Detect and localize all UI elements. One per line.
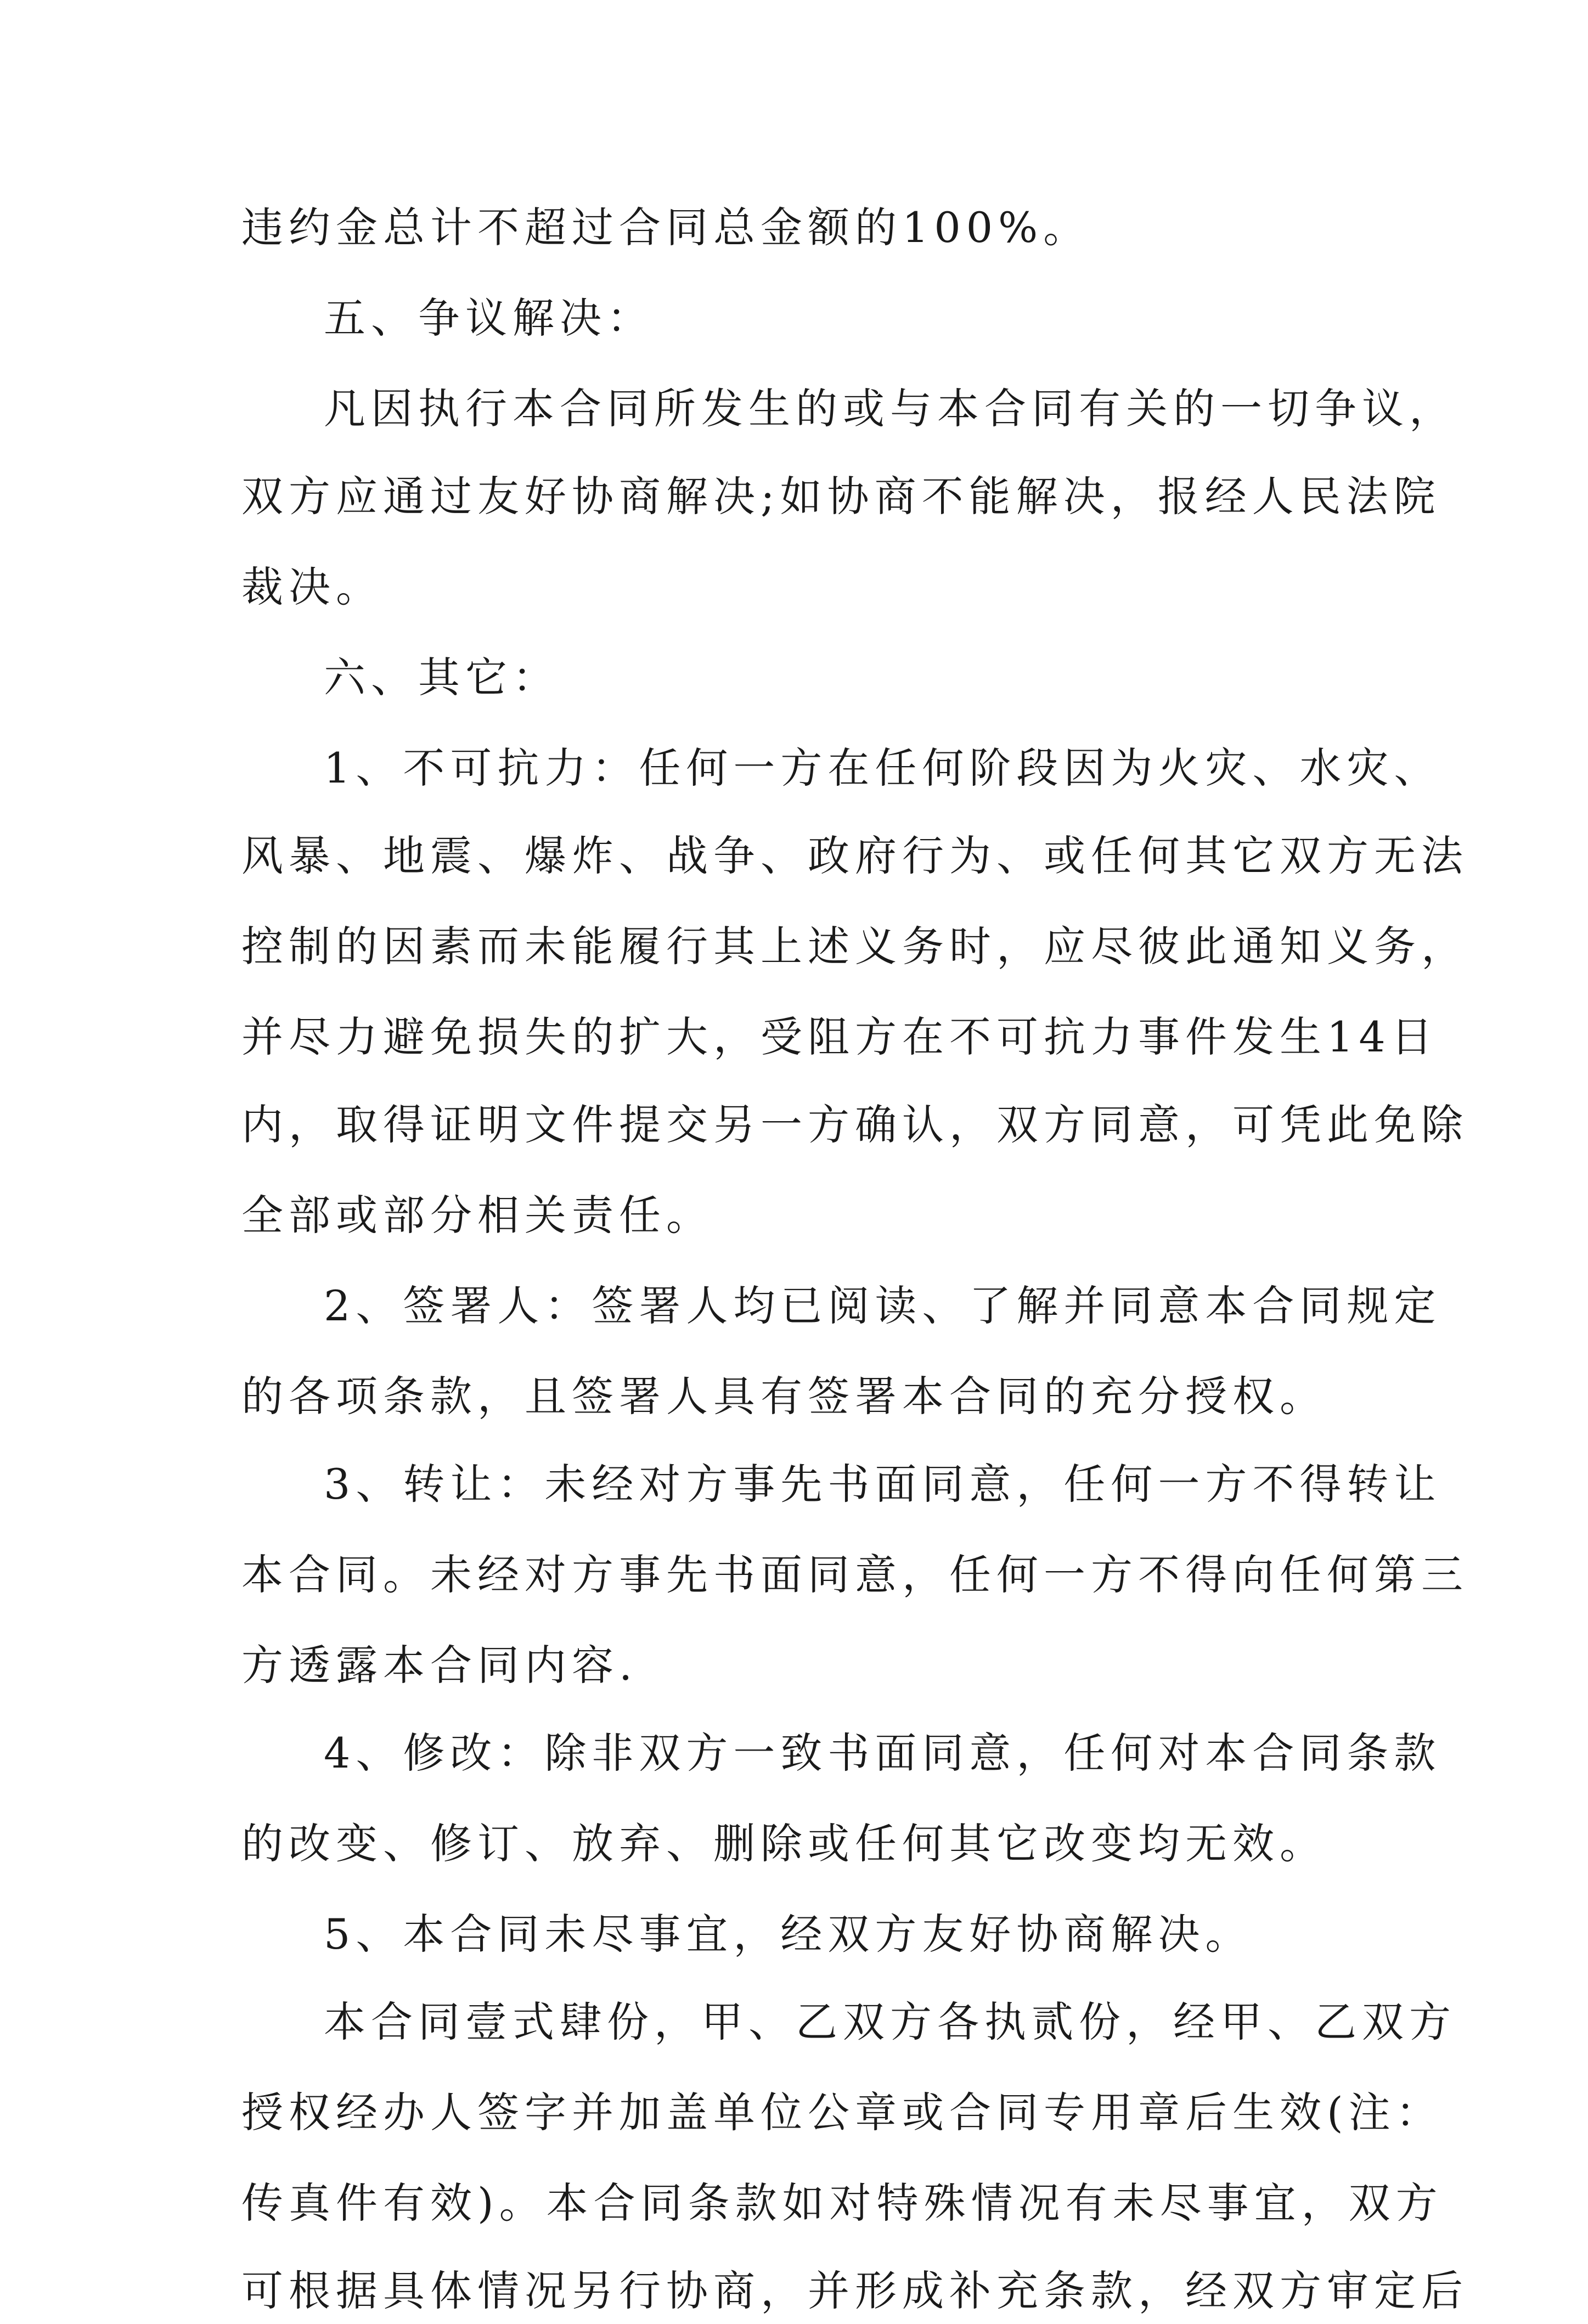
text-line: 双方应通过友好协商解决;如协商不能解决，报经人民法院 (241, 472, 1441, 521)
section-heading-dispute: 五、争议解决： (324, 294, 654, 342)
text-line: 5、本合同未尽事宜，经双方友好协商解决。 (324, 1910, 1253, 1959)
text-line: 全部或部分相关责任。 (241, 1191, 713, 1240)
section-heading-other: 六、其它： (324, 653, 560, 702)
text-line: 控制的因素而未能履行其上述义务时，应尽彼此通知义务， (241, 922, 1468, 971)
text-line: 内，取得证明文件提交另一方确认，双方同意，可凭此免除 (241, 1100, 1468, 1149)
text-line: 风暴、地震、爆炸、战争、政府行为、或任何其它双方无法 (241, 831, 1468, 880)
text-line: 2、签署人：签署人均已阅读、了解并同意本合同规定 (324, 1281, 1441, 1330)
text-line: 凡因执行本合同所发生的或与本合同有关的一切争议， (324, 384, 1456, 433)
text-line: 本合同壹式肆份，甲、乙双方各执贰份，经甲、乙双方 (324, 1997, 1456, 2046)
text-line: 裁决。 (241, 562, 383, 611)
text-line: 1、不可抗力：任何一方在任何阶段因为火灾、水灾、 (324, 744, 1441, 792)
text-line: 3、转让：未经对方事先书面同意，任何一方不得转让 (324, 1460, 1441, 1509)
text-line: 并尽力避免损失的扩大，受阻方在不可抗力事件发生14日 (241, 1012, 1438, 1061)
text-line: 可根据具体情况另行协商，并形成补充条款，经双方审定后 (241, 2266, 1468, 2315)
text-line: 授权经办人签字并加盖单位公章或合同专用章后生效(注： (241, 2088, 1443, 2137)
text-line: 的各项条款，且签署人具有签署本合同的充分授权。 (241, 1372, 1327, 1421)
text-line: 本合同。未经对方事先书面同意，任何一方不得向任何第三 (241, 1550, 1468, 1599)
text-line: 的改变、修订、放弃、删除或任何其它改变均无效。 (241, 1819, 1327, 1868)
text-line: 传真件有效)。本合同条款如对特殊情况有未尽事宜，双方 (241, 2179, 1443, 2227)
text-line: 4、修改：除非双方一致书面同意，任何对本合同条款 (324, 1729, 1441, 1777)
text-line: 违约金总计不超过合同总金额的100%。 (241, 203, 1091, 252)
text-line: 方透露本合同内容. (241, 1641, 638, 1690)
